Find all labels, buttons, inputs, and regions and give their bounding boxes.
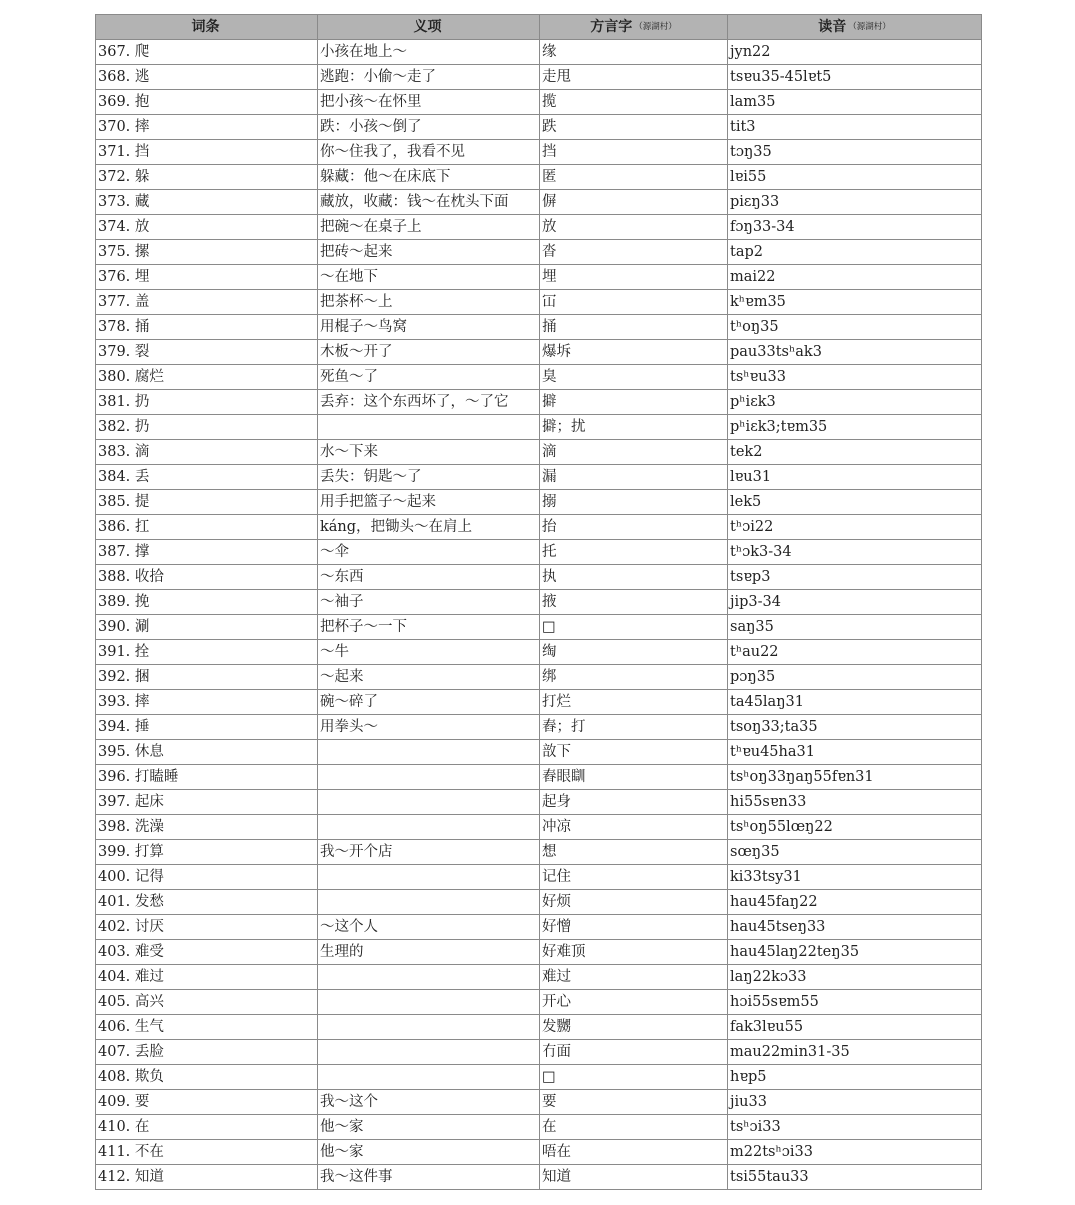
header-dialect-character-note: （源湖村）	[634, 22, 677, 32]
entry-cell: 404. 难过	[96, 965, 318, 990]
dialect-character-cell: 记住	[540, 865, 728, 890]
dialect-character-cell: 舂；打	[540, 715, 728, 740]
table-row	[96, 940, 982, 965]
table-row	[96, 890, 982, 915]
dialect-character-cell: 唔在	[540, 1140, 728, 1165]
meaning-cell: 逃跑：小偷～走了	[318, 65, 540, 90]
dialect-character-cell: 执	[540, 565, 728, 590]
header-entry: 词条	[96, 15, 318, 40]
meaning-cell: 躲藏：他～在床底下	[318, 165, 540, 190]
table-row	[96, 65, 982, 90]
meaning-cell: 水～下来	[318, 440, 540, 465]
pronunciation-cell: tsɐu35-45lɐt5	[728, 65, 982, 90]
pronunciation-cell: tsʰɐu33	[728, 365, 982, 390]
meaning-cell: 碗～碎了	[318, 690, 540, 715]
meaning-cell	[318, 790, 540, 815]
entry-cell: 387. 撑	[96, 540, 318, 565]
table-row	[96, 1165, 982, 1190]
pronunciation-cell: piɛŋ33	[728, 190, 982, 215]
table-row	[96, 1090, 982, 1115]
entry-cell: 378. 捅	[96, 315, 318, 340]
table-row	[96, 215, 982, 240]
meaning-cell: 小孩在地上～	[318, 40, 540, 65]
meaning-cell: 他～家	[318, 1115, 540, 1140]
entry-cell: 410. 在	[96, 1115, 318, 1140]
meaning-cell	[318, 1065, 540, 1090]
entry-cell: 405. 高兴	[96, 990, 318, 1015]
table-row	[96, 640, 982, 665]
meaning-cell: 生理的	[318, 940, 540, 965]
dialect-character-cell: 捅	[540, 315, 728, 340]
entry-cell: 376. 埋	[96, 265, 318, 290]
pronunciation-cell: jyn22	[728, 40, 982, 65]
pronunciation-cell: tɔŋ35	[728, 140, 982, 165]
table-row	[96, 965, 982, 990]
dialect-character-cell: 埋	[540, 265, 728, 290]
pronunciation-cell: tsɐp3	[728, 565, 982, 590]
pronunciation-cell: pʰiɛk3	[728, 390, 982, 415]
dialect-character-cell: 爆坼	[540, 340, 728, 365]
table-row	[96, 540, 982, 565]
dialect-character-cell: 冚	[540, 290, 728, 315]
dialect-character-cell: 敨下	[540, 740, 728, 765]
table-row	[96, 440, 982, 465]
dialect-character-cell: 滴	[540, 440, 728, 465]
entry-cell: 372. 躲	[96, 165, 318, 190]
entry-cell: 394. 捶	[96, 715, 318, 740]
table-row	[96, 815, 982, 840]
meaning-cell: 用棍子～鸟窝	[318, 315, 540, 340]
entry-cell: 407. 丢脸	[96, 1040, 318, 1065]
table-row	[96, 665, 982, 690]
entry-cell: 391. 拴	[96, 640, 318, 665]
meaning-cell: 死鱼～了	[318, 365, 540, 390]
meaning-cell: ～在地下	[318, 265, 540, 290]
pronunciation-cell: m22tsʰɔi33	[728, 1140, 982, 1165]
entry-cell: 390. 涮	[96, 615, 318, 640]
entry-cell: 371. 挡	[96, 140, 318, 165]
entry-cell: 382. 扔	[96, 415, 318, 440]
entry-cell: 368. 逃	[96, 65, 318, 90]
pronunciation-cell: tʰɐu45ha31	[728, 740, 982, 765]
pronunciation-cell: tsʰoŋ55lœŋ22	[728, 815, 982, 840]
entry-cell: 374. 放	[96, 215, 318, 240]
meaning-cell: ～东西	[318, 565, 540, 590]
table-row	[96, 390, 982, 415]
header-pronunciation-note: （源湖村）	[848, 22, 891, 32]
dialect-character-cell: 托	[540, 540, 728, 565]
pronunciation-cell: lɐu31	[728, 465, 982, 490]
table-row	[96, 465, 982, 490]
dialect-character-cell: 抬	[540, 515, 728, 540]
table-row	[96, 1115, 982, 1140]
entry-cell: 386. 扛	[96, 515, 318, 540]
header-meaning: 义项	[318, 15, 540, 40]
pronunciation-cell: pau33tsʰak3	[728, 340, 982, 365]
pronunciation-cell: hɐp5	[728, 1065, 982, 1090]
dialect-character-cell: 好憎	[540, 915, 728, 940]
table-row	[96, 840, 982, 865]
pronunciation-cell: kʰɐm35	[728, 290, 982, 315]
table-row	[96, 265, 982, 290]
table-row	[96, 290, 982, 315]
table-row	[96, 165, 982, 190]
table-row	[96, 115, 982, 140]
dialect-character-cell: 匿	[540, 165, 728, 190]
entry-cell: 379. 裂	[96, 340, 318, 365]
entry-cell: 395. 休息	[96, 740, 318, 765]
meaning-cell: 丢弃：这个东西坏了，～了它	[318, 390, 540, 415]
entry-cell: 397. 起床	[96, 790, 318, 815]
entry-cell: 369. 抱	[96, 90, 318, 115]
dialect-character-cell: 好烦	[540, 890, 728, 915]
dialect-character-cell: 起身	[540, 790, 728, 815]
entry-cell: 406. 生气	[96, 1015, 318, 1040]
meaning-cell	[318, 1040, 540, 1065]
meaning-cell: 木板～开了	[318, 340, 540, 365]
table-row	[96, 690, 982, 715]
pronunciation-cell: lɐi55	[728, 165, 982, 190]
table-row	[96, 40, 982, 65]
pronunciation-cell: sœŋ35	[728, 840, 982, 865]
meaning-cell: ～牛	[318, 640, 540, 665]
table-row	[96, 490, 982, 515]
table-row	[96, 90, 982, 115]
table-row	[96, 590, 982, 615]
table-row	[96, 565, 982, 590]
meaning-cell: 我～这个	[318, 1090, 540, 1115]
table-row	[96, 915, 982, 940]
dialect-character-cell: 冲凉	[540, 815, 728, 840]
meaning-cell: 藏放，收藏：钱～在枕头下面	[318, 190, 540, 215]
entry-cell: 408. 欺负	[96, 1065, 318, 1090]
pronunciation-cell: hɔi55sɐm55	[728, 990, 982, 1015]
meaning-cell	[318, 815, 540, 840]
header-row	[96, 15, 982, 40]
entry-cell: 402. 讨厌	[96, 915, 318, 940]
table-row	[96, 790, 982, 815]
pronunciation-cell: tsi55tau33	[728, 1165, 982, 1190]
dialect-character-cell: 发嬲	[540, 1015, 728, 1040]
pronunciation-cell: laŋ22kɔ33	[728, 965, 982, 990]
dialect-character-cell: 冇面	[540, 1040, 728, 1065]
entry-cell: 384. 丢	[96, 465, 318, 490]
pronunciation-cell: ta45laŋ31	[728, 690, 982, 715]
pronunciation-cell: tsʰɔi33	[728, 1115, 982, 1140]
table-header	[96, 15, 982, 40]
table-row	[96, 190, 982, 215]
table-row	[96, 515, 982, 540]
table-row	[96, 990, 982, 1015]
dialect-character-cell: 漏	[540, 465, 728, 490]
meaning-cell: ～袖子	[318, 590, 540, 615]
table-row	[96, 615, 982, 640]
dialect-character-cell: 擗	[540, 390, 728, 415]
entry-cell: 396. 打瞌睡	[96, 765, 318, 790]
meaning-cell	[318, 740, 540, 765]
header-dialect-character: 方言字 （源湖村）	[540, 15, 728, 40]
pronunciation-cell: tsʰoŋ33ŋaŋ55fɐn31	[728, 765, 982, 790]
meaning-cell: 把碗～在桌子上	[318, 215, 540, 240]
pronunciation-cell: lam35	[728, 90, 982, 115]
meaning-cell: 把杯子～一下	[318, 615, 540, 640]
entry-cell: 389. 挽	[96, 590, 318, 615]
entry-cell: 385. 提	[96, 490, 318, 515]
dialect-character-cell: 知道	[540, 1165, 728, 1190]
meaning-cell: 把茶杯～上	[318, 290, 540, 315]
pronunciation-cell: jiu33	[728, 1090, 982, 1115]
dialect-character-cell: 缘	[540, 40, 728, 65]
table-row	[96, 340, 982, 365]
pronunciation-cell: lek5	[728, 490, 982, 515]
pronunciation-cell: tsoŋ33;ta35	[728, 715, 982, 740]
pronunciation-cell: hau45tseŋ33	[728, 915, 982, 940]
meaning-cell	[318, 1015, 540, 1040]
dialect-character-cell: 搦	[540, 490, 728, 515]
meaning-cell: káng，把锄头～在肩上	[318, 515, 540, 540]
dialect-character-cell: 揽	[540, 90, 728, 115]
pronunciation-cell: tʰau22	[728, 640, 982, 665]
table-body	[96, 40, 982, 1190]
entry-cell: 370. 摔	[96, 115, 318, 140]
pronunciation-cell: saŋ35	[728, 615, 982, 640]
entry-cell: 373. 藏	[96, 190, 318, 215]
pronunciation-cell: fɔŋ33-34	[728, 215, 982, 240]
pronunciation-cell: hi55sɐn33	[728, 790, 982, 815]
table-row	[96, 240, 982, 265]
meaning-cell: 我～这件事	[318, 1165, 540, 1190]
table-row	[96, 765, 982, 790]
entry-cell: 411. 不在	[96, 1140, 318, 1165]
meaning-cell	[318, 965, 540, 990]
meaning-cell: 把小孩～在怀里	[318, 90, 540, 115]
pronunciation-cell: tek2	[728, 440, 982, 465]
dialect-character-cell: □	[540, 1065, 728, 1090]
entry-cell: 393. 摔	[96, 690, 318, 715]
meaning-cell	[318, 890, 540, 915]
table-row	[96, 1140, 982, 1165]
entry-cell: 383. 滴	[96, 440, 318, 465]
dialect-character-cell: 打烂	[540, 690, 728, 715]
dialect-character-cell: 沓	[540, 240, 728, 265]
pronunciation-cell: tʰɔk3-34	[728, 540, 982, 565]
pronunciation-cell: mau22min31-35	[728, 1040, 982, 1065]
entry-cell: 392. 捆	[96, 665, 318, 690]
dialect-character-cell: 难过	[540, 965, 728, 990]
dialect-character-cell: 挡	[540, 140, 728, 165]
pronunciation-cell: jip3-34	[728, 590, 982, 615]
dialect-character-cell: 放	[540, 215, 728, 240]
entry-cell: 400. 记得	[96, 865, 318, 890]
entry-cell: 401. 发愁	[96, 890, 318, 915]
meaning-cell: 我～开个店	[318, 840, 540, 865]
dialect-character-cell: 走甩	[540, 65, 728, 90]
entry-cell: 403. 难受	[96, 940, 318, 965]
entry-cell: 377. 盖	[96, 290, 318, 315]
dialect-character-cell: 跌	[540, 115, 728, 140]
meaning-cell	[318, 865, 540, 890]
entry-cell: 398. 洗澡	[96, 815, 318, 840]
meaning-cell: 用手把篮子～起来	[318, 490, 540, 515]
meaning-cell: 你～住我了，我看不见	[318, 140, 540, 165]
pronunciation-cell: pʰiɛk3;tɐm35	[728, 415, 982, 440]
pronunciation-cell: mai22	[728, 265, 982, 290]
entry-cell: 412. 知道	[96, 1165, 318, 1190]
pronunciation-cell: tap2	[728, 240, 982, 265]
pronunciation-cell: tit3	[728, 115, 982, 140]
table-row	[96, 140, 982, 165]
table-row	[96, 415, 982, 440]
dialect-character-cell: □	[540, 615, 728, 640]
table-row	[96, 315, 982, 340]
meaning-cell	[318, 415, 540, 440]
pronunciation-cell: fak3lɐu55	[728, 1015, 982, 1040]
meaning-cell: 把砖～起来	[318, 240, 540, 265]
header-pronunciation: 读音 （源湖村）	[728, 15, 982, 40]
table-row	[96, 365, 982, 390]
meaning-cell: 他～家	[318, 1140, 540, 1165]
entry-cell: 388. 收拾	[96, 565, 318, 590]
meaning-cell: ～伞	[318, 540, 540, 565]
table-row	[96, 1015, 982, 1040]
pronunciation-cell: ki33tsy31	[728, 865, 982, 890]
table-row	[96, 740, 982, 765]
meaning-cell: ～起来	[318, 665, 540, 690]
entry-cell: 375. 摞	[96, 240, 318, 265]
dialect-character-cell: 臭	[540, 365, 728, 390]
vocabulary-table	[95, 14, 982, 1190]
entry-cell: 380. 腐烂	[96, 365, 318, 390]
dialect-character-cell: 在	[540, 1115, 728, 1140]
pronunciation-cell: pɔŋ35	[728, 665, 982, 690]
meaning-cell: 丢失：钥匙～了	[318, 465, 540, 490]
dialect-character-cell: 绑	[540, 665, 728, 690]
pronunciation-cell: tʰoŋ35	[728, 315, 982, 340]
entry-cell: 409. 要	[96, 1090, 318, 1115]
dialect-character-cell: 擗；扰	[540, 415, 728, 440]
meaning-cell: ～这个人	[318, 915, 540, 940]
dialect-character-cell: 想	[540, 840, 728, 865]
dialect-character-cell: 开心	[540, 990, 728, 1015]
meaning-cell	[318, 765, 540, 790]
table-row	[96, 865, 982, 890]
table-row	[96, 1040, 982, 1065]
dialect-character-cell: 要	[540, 1090, 728, 1115]
dialect-character-cell: 绹	[540, 640, 728, 665]
pronunciation-cell: hau45laŋ22teŋ35	[728, 940, 982, 965]
dialect-character-cell: 舂眼瞓	[540, 765, 728, 790]
meaning-cell: 用拳头～	[318, 715, 540, 740]
entry-cell: 399. 打算	[96, 840, 318, 865]
entry-cell: 381. 扔	[96, 390, 318, 415]
meaning-cell	[318, 990, 540, 1015]
table-row	[96, 715, 982, 740]
entry-cell: 367. 爬	[96, 40, 318, 65]
pronunciation-cell: tʰɔi22	[728, 515, 982, 540]
table-row	[96, 1065, 982, 1090]
dialect-character-cell: 掖	[540, 590, 728, 615]
pronunciation-cell: hau45faŋ22	[728, 890, 982, 915]
meaning-cell: 跌：小孩～倒了	[318, 115, 540, 140]
dialect-character-cell: 偋	[540, 190, 728, 215]
dialect-character-cell: 好难顶	[540, 940, 728, 965]
